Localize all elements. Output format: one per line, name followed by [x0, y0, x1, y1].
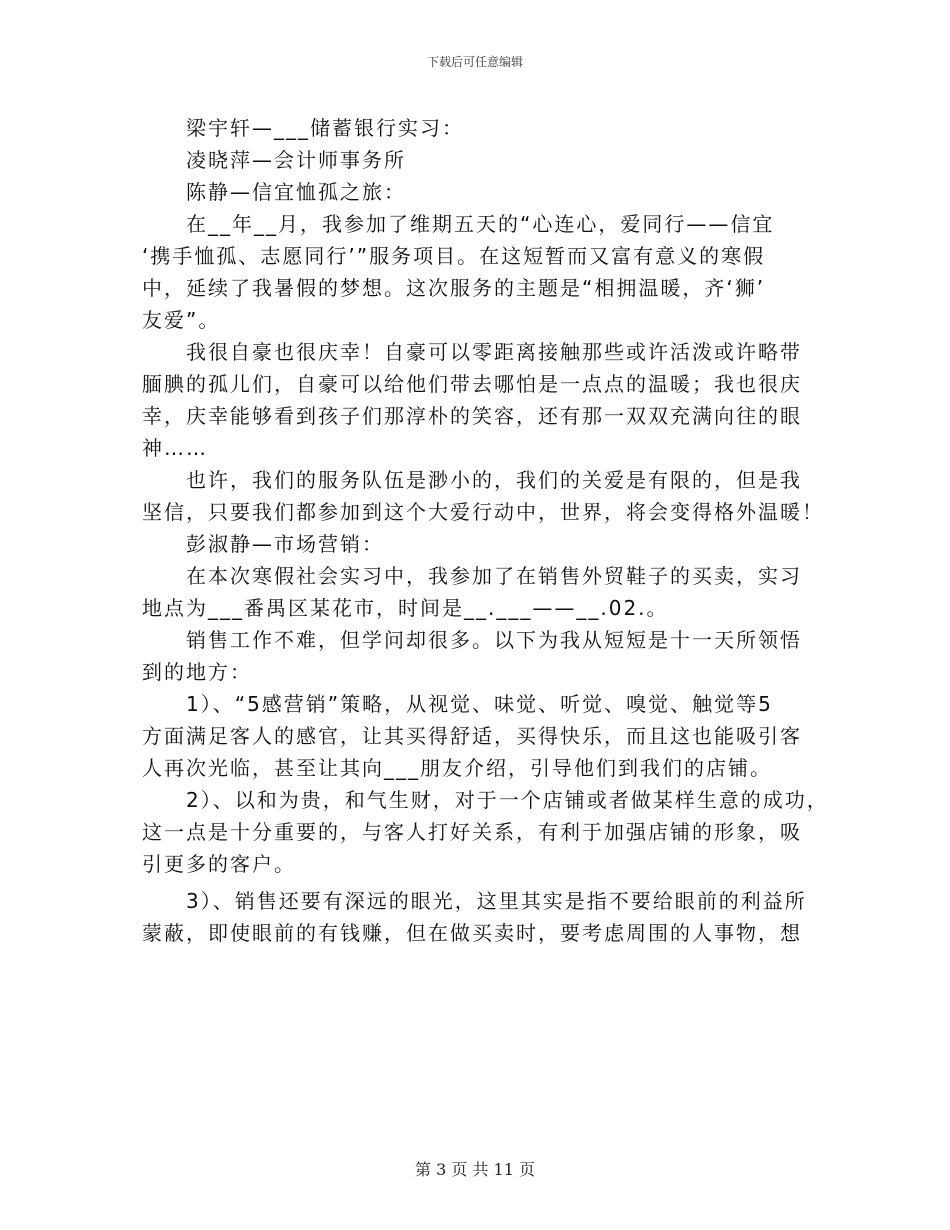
text-line: 3）、销售还要有深远的眼光，这里其实是指不要给眼前的利益所 — [186, 889, 807, 913]
paragraph — [142, 688, 810, 784]
text-line: 在__年__月，我参加了维期五天的“心连心，爱同行——信宜 — [186, 212, 775, 236]
paragraph — [142, 336, 810, 464]
paragraph — [142, 560, 810, 624]
paragraph — [142, 624, 810, 688]
text-line: 引更多的客户。 — [142, 852, 296, 876]
paragraph — [142, 528, 810, 560]
text-line: 我很自豪也很庆幸！自豪可以零距离接触那些或许活泼或许略带 — [186, 340, 802, 364]
paragraph — [142, 464, 824, 528]
text-line: 这一点是十分重要的，与客人打好关系，有利于加强店铺的形象，吸 — [142, 820, 802, 844]
text-line: 人再次光临，甚至让其向___朋友介绍，引导他们到我们的店铺。 — [142, 756, 772, 780]
page-footer: 第 3 页 共 11 页 — [415, 1160, 535, 1179]
text-line: 坚信，只要我们都参加到这个大爱行动中，世界，将会变得格外温暖！ — [142, 500, 824, 524]
text-line: 到的地方： — [142, 660, 252, 684]
text-line: 幸，庆幸能够看到孩子们那淳朴的笑容，还有那一双双充满向往的眼 — [142, 404, 802, 428]
paragraph — [142, 176, 810, 208]
paragraph — [142, 784, 829, 880]
text-line: 也许，我们的服务队伍是渺小的，我们的关爱是有限的，但是我 — [186, 468, 802, 492]
text-line: 1）、“5感营销”策略，从视觉、味觉、听觉、嗅觉、触觉等5 — [186, 692, 773, 716]
text-line: 腼腆的孤儿们，自豪可以给他们带去哪怕是一点点的温暖；我也很庆 — [142, 372, 802, 396]
document-body — [142, 112, 829, 949]
paragraph — [142, 885, 810, 949]
text-line: ‘携手恤孤、志愿同行’”服务项目。在这短暂而又富有意义的寒假 — [142, 244, 766, 268]
page-header: 下载后可任意编辑 — [426, 55, 523, 69]
text-line: 中，延续了我暑假的梦想。这次服务的主题是“相拥温暖，齐‘狮’ — [142, 276, 766, 300]
paragraph — [142, 112, 810, 144]
text-line: 销售工作不难，但学问却很多。以下为我从短短是十一天所领悟 — [186, 628, 802, 652]
text-line: 方面满足客人的感官，让其买得舒适，买得快乐，而且这也能吸引客 — [142, 724, 802, 748]
paragraph — [142, 208, 810, 336]
text-line: 蒙蔽，即使眼前的有钱赚，但在做买卖时，要考虑周围的人事物，想 — [142, 921, 802, 945]
text-line: 友爱”。 — [142, 308, 221, 332]
text-line: 陈静—信宜恤孤之旅： — [186, 180, 406, 204]
paragraph — [142, 144, 810, 176]
text-line: 在本次寒假社会实习中，我参加了在销售外贸鞋子的买卖，实习 — [186, 564, 802, 588]
text-line: 凌晓萍—会计师事务所 — [186, 148, 406, 172]
text-line: 神…… — [142, 436, 208, 460]
text-line: 2）、以和为贵，和气生财，对于一个店铺或者做某样生意的成功， — [186, 788, 829, 812]
text-line: 彭淑静—市场营销： — [186, 532, 384, 556]
text-line: 梁宇轩—___储蓄银行实习： — [186, 116, 464, 140]
text-line: 地点为___番禺区某花市，时间是__.___——__.02.。 — [142, 596, 669, 620]
